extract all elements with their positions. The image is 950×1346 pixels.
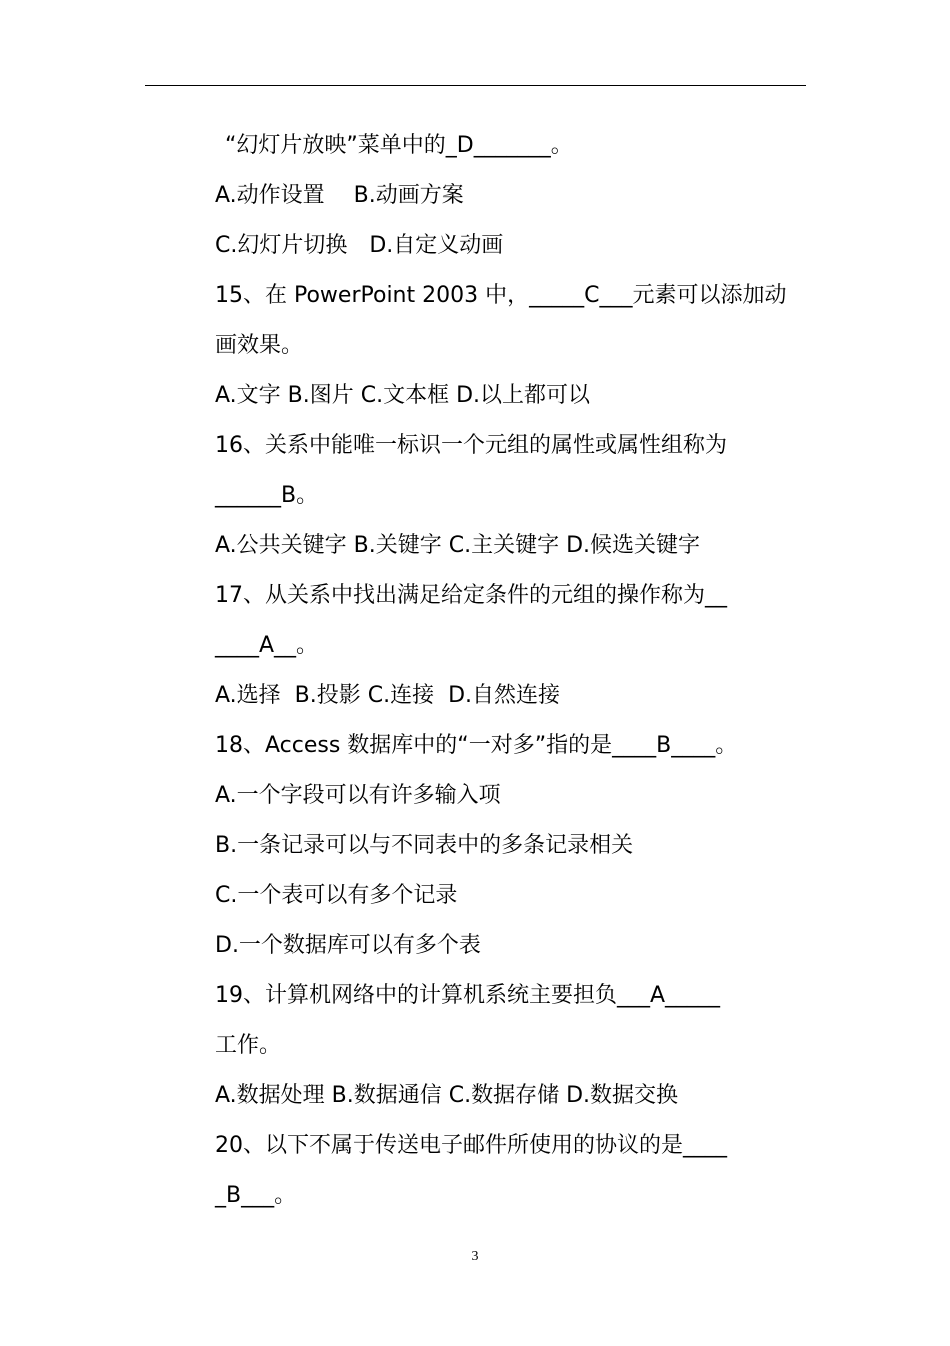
page-number: 3 bbox=[471, 1249, 479, 1264]
text-line: B.一条记录可以与不同表中的多条记录相关 bbox=[215, 833, 634, 858]
question-19: 19、计算机网络中的计算机系统主要担负___A_____ bbox=[215, 983, 721, 1008]
text-line: C.幻灯片切换 D.自定义动画 bbox=[215, 233, 504, 258]
text-line: C.一个表可以有多个记录 bbox=[215, 883, 458, 908]
text-line: A.动作设置 B.动画方案 bbox=[215, 183, 464, 208]
header-rule bbox=[145, 85, 806, 86]
text-line: ____A__。 bbox=[215, 633, 319, 658]
text-line: D.一个数据库可以有多个表 bbox=[215, 933, 481, 958]
text-line: A.一个字段可以有许多输入项 bbox=[215, 783, 501, 808]
text-line: ______B。 bbox=[215, 483, 319, 508]
text-line: A.数据处理 B.数据通信 C.数据存储 D.数据交换 bbox=[215, 1083, 679, 1108]
text-line: 画效果。 bbox=[215, 333, 304, 358]
text-line: A.选择 B.投影 C.连接 D.自然连接 bbox=[215, 683, 560, 708]
text-line: A.公共关键字 B.关键字 C.主关键字 D.候选关键字 bbox=[215, 533, 701, 558]
document-body bbox=[215, 121, 815, 1221]
question-16: 16、关系中能唯一标识一个元组的属性或属性组称为 bbox=[215, 433, 727, 458]
text-line: A.文字 B.图片 C.文本框 D.以上都可以 bbox=[215, 383, 591, 408]
question-20: 20、以下不属于传送电子邮件所使用的协议的是____ bbox=[215, 1133, 727, 1158]
text-line: _B___。 bbox=[215, 1183, 297, 1208]
text-line: 工作。 bbox=[215, 1033, 282, 1058]
question-15: 15、在 PowerPoint 2003 中，_____C___元素可以添加动 bbox=[215, 283, 787, 308]
text-line: “幻灯片放映”菜单中的_D_______。 bbox=[225, 133, 573, 158]
question-17: 17、从关系中找出满足给定条件的元组的操作称为__ bbox=[215, 583, 727, 608]
question-18: 18、Access 数据库中的“一对多”指的是____B____。 bbox=[215, 733, 738, 758]
